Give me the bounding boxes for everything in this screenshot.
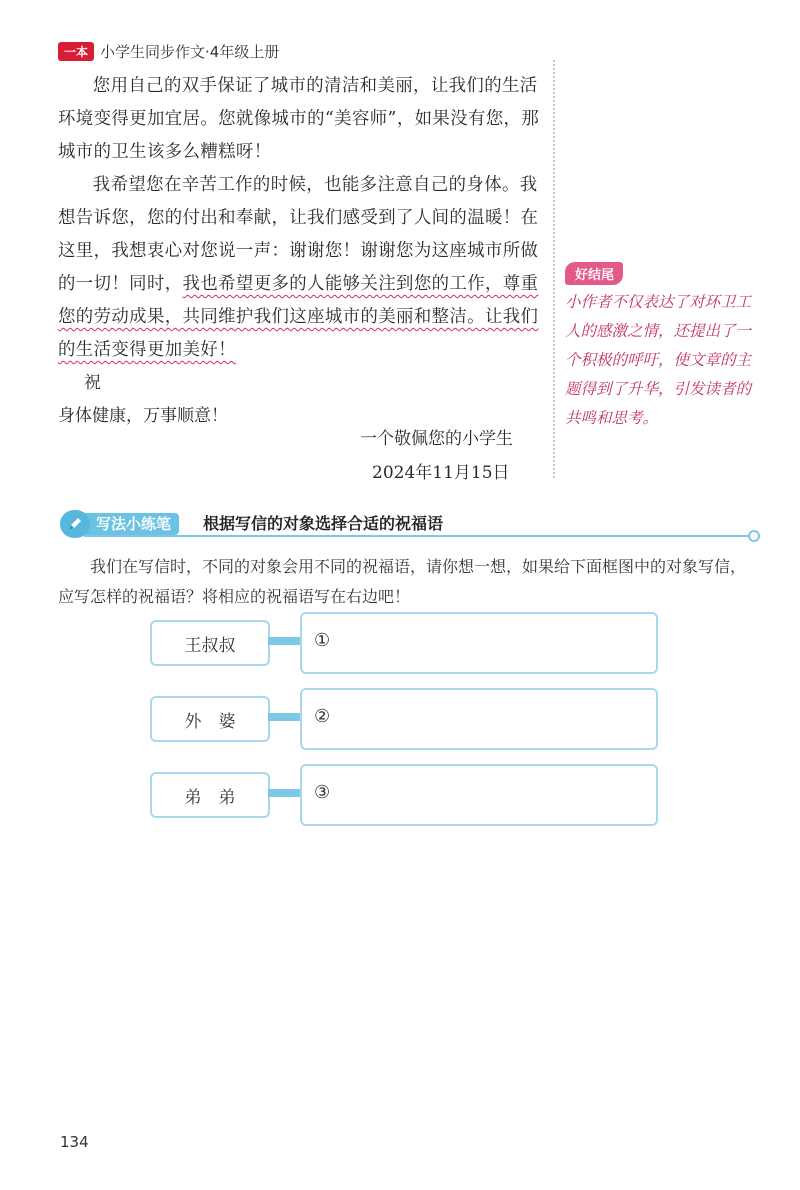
brand-logo: 一本 xyxy=(58,42,94,61)
exercise-title: 根据写信的对象选择合适的祝福语 xyxy=(203,514,444,533)
letter-paragraph-2-text: 我希望您在辛苦工作的时候，也能多注意自己的身体。我想告诉您，您的付出和奉献，让我们感受到了人间的温暖！在这里，我想衷心对您说一声：谢谢您！谢谢您为这座城市所做的一切！同时， xyxy=(58,175,539,294)
column-divider xyxy=(553,60,555,478)
section-line-end-dot xyxy=(748,530,760,542)
page-number: 134 xyxy=(60,1133,89,1151)
highlighted-ending: 我也希望更多的人能够关注到您的工作，尊重您的劳动成果，共同维护我们这座城市的美丽和整洁。让我们的生活变得更加美好！ xyxy=(58,274,539,360)
answer-field[interactable] xyxy=(300,612,658,674)
connector-bar xyxy=(268,789,302,797)
letter-paragraph-2 xyxy=(58,169,548,367)
page-header xyxy=(58,40,279,62)
section-underline xyxy=(84,535,749,537)
book-title: 小学生同步作文·4年级上册 xyxy=(100,42,280,61)
comment-text: 小作者不仅表达了对环卫工人的感激之情，还提出了一个积极的呼吁，使文章的主题得到了升华，引发读者的共鸣和思考。 xyxy=(565,293,752,427)
exercise-section-header xyxy=(60,510,760,538)
exercise-row xyxy=(150,688,660,750)
closing-zhu: 祝 xyxy=(84,373,101,393)
answer-number: ③ xyxy=(314,782,331,803)
exercise-label: 写法小练笔 xyxy=(84,513,179,535)
exercise-row xyxy=(150,764,660,826)
recipient-box: 王叔叔 xyxy=(150,620,270,666)
letter-paragraph-1: 您用自己的双手保证了城市的清洁和美丽，让我们的生活环境变得更加宜居。您就像城市的“美容师”，如果没有您，那城市的卫生该多么糟糕呀！ xyxy=(58,76,540,162)
pen-icon xyxy=(60,510,90,538)
exercise-instruction: 我们在写信时，不同的对象会用不同的祝福语，请你想一想，如果给下面框图中的对象写信，应写怎样的祝福语？将相应的祝福语写在右边吧！ xyxy=(58,557,747,606)
letter-date: 2024年11月15日 xyxy=(372,463,510,483)
answer-number: ① xyxy=(314,630,331,651)
closing-wish: 身体健康，万事顺意！ xyxy=(58,406,228,426)
comment-tag: 好结尾 xyxy=(565,262,623,285)
recipient-box: 外 婆 xyxy=(150,696,270,742)
recipient-box: 弟 弟 xyxy=(150,772,270,818)
answer-number: ② xyxy=(314,706,331,727)
connector-bar xyxy=(268,713,302,721)
answer-field[interactable] xyxy=(300,688,658,750)
signature: 一个敬佩您的小学生 xyxy=(360,429,513,449)
exercise-row xyxy=(150,612,660,674)
connector-bar xyxy=(268,637,302,645)
answer-field[interactable] xyxy=(300,764,658,826)
letter-body xyxy=(58,70,548,433)
